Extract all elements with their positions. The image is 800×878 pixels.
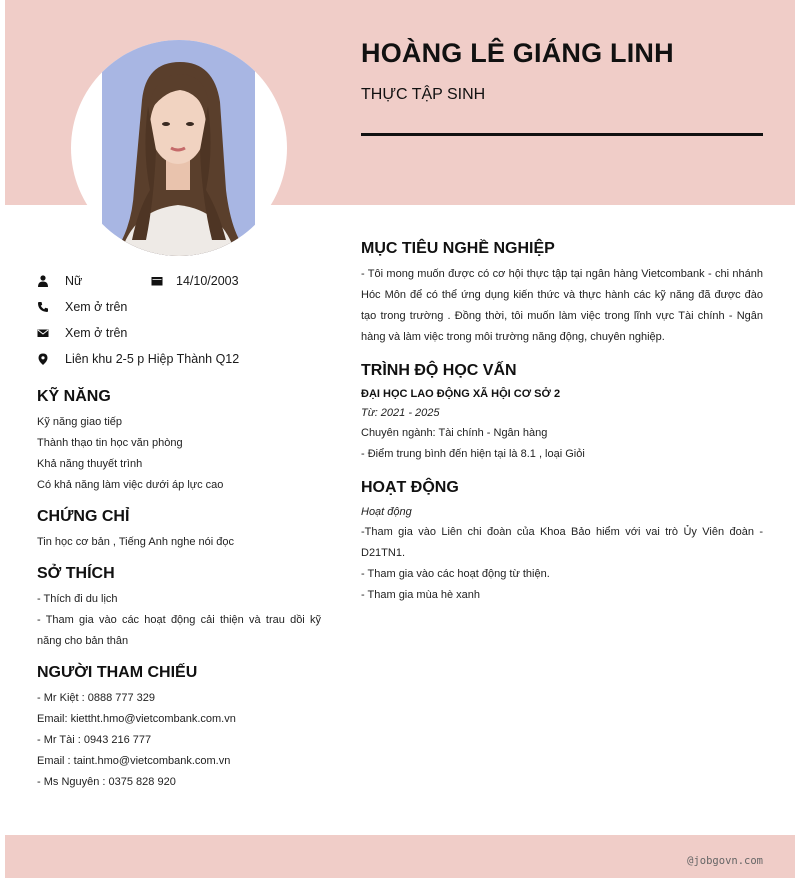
contact-gender-birthdate-row [37,272,321,298]
left-column [37,272,321,793]
phone-icon [37,301,49,313]
contact-address-row [37,350,321,376]
reference-item: - Mr Kiệt : 0888 777 329 [37,692,156,704]
certificates-heading: CHỨNG CHỈ [37,508,130,525]
objective-heading: MỤC TIÊU NGHỀ NGHIỆP [361,240,555,257]
activities-subtitle: Hoạt động [361,506,412,518]
reference-item: Email : taint.hmo@vietcombank.com.vn [37,755,231,767]
education-line: Chuyên ngành: Tài chính - Ngân hàng [361,427,548,439]
activity-line: -Tham gia vào Liên chi đoàn của Khoa Bảo hiểm với vai trò Ủy Viên đoàn - D21TN1. [361,526,763,559]
mail-icon [37,327,49,339]
activities-heading: HOẠT ĐỘNG [361,479,459,496]
hobby-item: - Tham gia vào các hoạt động cải thiện và trau dồi kỹ năng cho bản thân [37,614,321,647]
footer-watermark: @jobgovn.com [687,855,763,867]
contact-email-row [37,324,321,350]
skills-heading: KỸ NĂNG [37,388,111,405]
right-column [361,240,763,606]
objective-text: - Tôi mong muốn được có cơ hội thực tập tại ngân hàng Vietcombank - chi nhánh Hóc Môn để có thể ứng dụng kiến thức và thực hành các kỹ năng đã được đào tạo trong trường . Đồng thời, tôi muốn làm việc trong lĩnh vực Tài chính - Ngân hàng và làm việc trong môi trường năng động, chuyên nghiệp. [361,268,763,343]
reference-item: - Mr Tài : 0943 216 777 [37,734,152,746]
hobbies-heading: SỞ THÍCH [37,565,115,582]
candidate-name: HOÀNG LÊ GIÁNG LINH [361,38,674,68]
reference-item: - Ms Nguyên : 0375 828 920 [37,776,176,788]
calendar-icon [151,275,163,287]
address-value: Liên khu 2-5 p Hiệp Thành Q12 [65,352,240,366]
location-pin-icon [37,353,49,365]
reference-item: Email: kiettht.hmo@vietcombank.com.vn [37,713,236,725]
activity-line: - Tham gia vào các hoạt động từ thiện. [361,568,550,580]
references-heading: NGƯỜI THAM CHIẾU [37,664,198,681]
hobby-item: - Thích đi du lịch [37,593,118,605]
education-line: - Điểm trung bình đến hiện tại là 8.1 , loại Giỏi [361,448,585,460]
skill-item: Thành thạo tin học văn phòng [37,437,183,449]
footer-band [5,835,795,878]
header-divider [361,133,763,136]
contact-phone-row [37,298,321,324]
birthdate-value: 14/10/2003 [176,274,239,288]
skill-item: Có khả năng làm việc dưới áp lực cao [37,479,224,491]
email-value: Xem ở trên [65,326,128,340]
certificate-item: Tin học cơ bản , Tiếng Anh nghe nói đọc [37,536,234,548]
skill-item: Kỹ năng giao tiếp [37,416,123,428]
gender-value: Nữ [65,274,83,288]
phone-value: Xem ở trên [65,300,128,314]
education-period: Từ: 2021 - 2025 [361,407,440,419]
candidate-role: THỰC TẬP SINH [361,86,486,103]
education-heading: TRÌNH ĐỘ HỌC VẤN [361,362,517,379]
profile-photo-portrait [102,40,255,256]
skill-item: Khả năng thuyết trình [37,458,143,470]
profile-photo [71,40,287,256]
education-school: ĐẠI HỌC LAO ĐỘNG XÃ HỘI CƠ SỞ 2 [361,388,561,400]
person-icon [37,275,49,287]
activity-line: - Tham gia mùa hè xanh [361,589,481,601]
